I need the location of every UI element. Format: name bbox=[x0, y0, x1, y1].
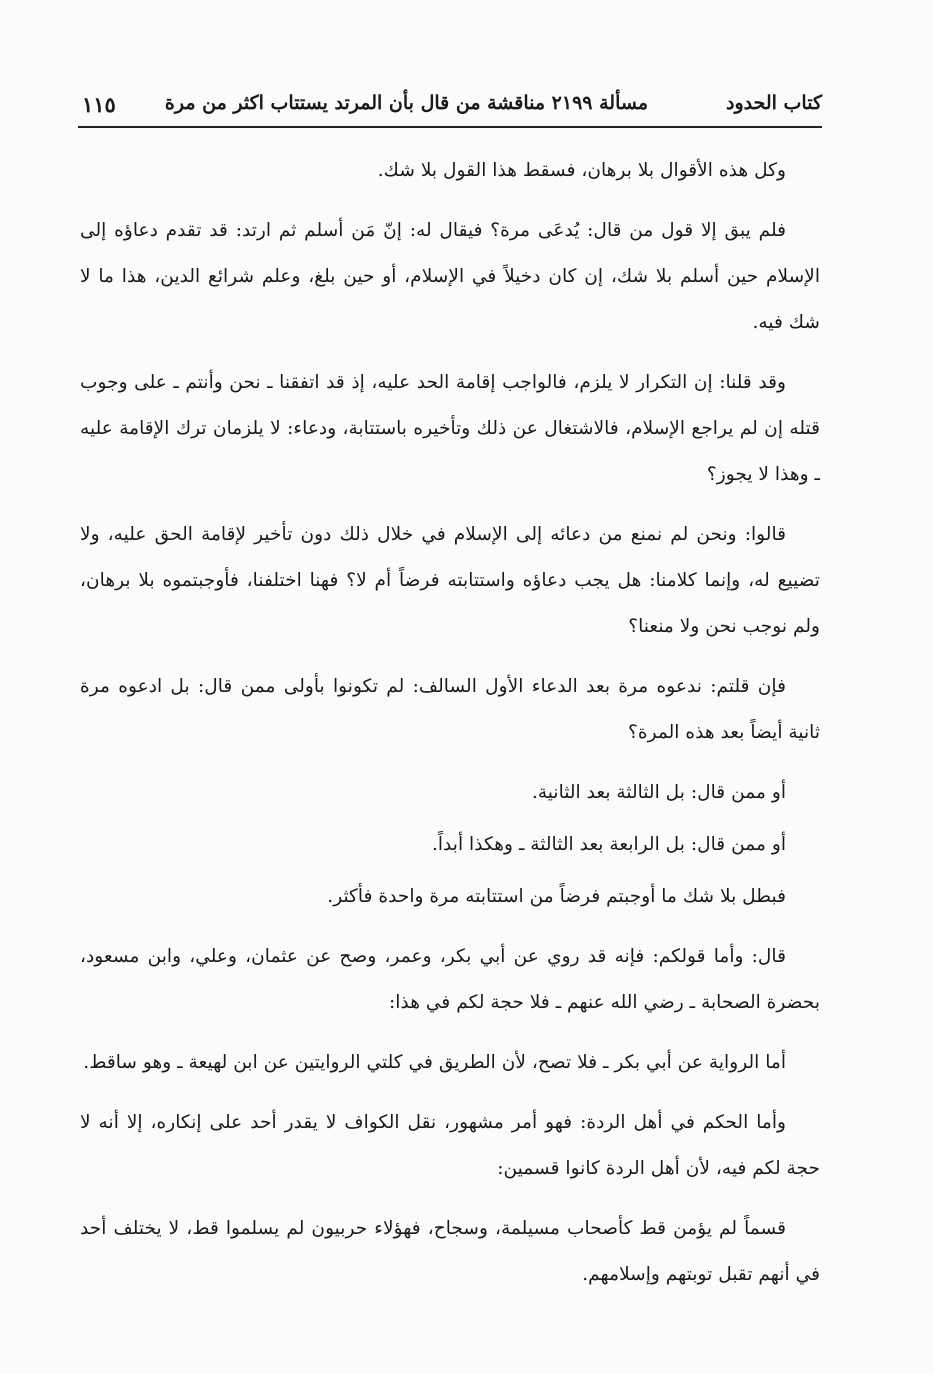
book-title: كتاب الحدود bbox=[725, 92, 822, 114]
paragraph: فبطل بلا شك ما أوجبتم فرضاً من استتابته مرة واحدة فأكثر. bbox=[327, 886, 786, 907]
issue-title: مسألة ٢١٩٩ مناقشة من قال بأن المرتد يستتاب اكثر من مرة bbox=[164, 92, 648, 114]
running-header bbox=[78, 86, 822, 122]
paragraph: فلم يبق إلا قول من قال: يُدعَى مرة؟ فيقال له: إنّ مَن أسلم ثم ارتد: قد تقدم دعاؤه إلى الإسلام حين أسلم بلا شك، إن كان دخيلاً في الإسلام، أو حين بلغ، وعلم شرائع الدين، هذا ما لا شك فيه. bbox=[80, 220, 820, 333]
body-text bbox=[80, 148, 820, 1312]
paragraph: أو ممن قال: بل الرابعة بعد الثالثة ـ وهكذا أبداً. bbox=[431, 834, 786, 855]
paragraph: وقد قلنا: إن التكرار لا يلزم، فالواجب إقامة الحد عليه، إذ قد اتفقنا ـ نحن وأنتم ـ على وجوب قتله إن لم يراجع الإسلام، فالاشتغال عن ذلك وتأخيره باستتابة، ودعاء: لا يلزمان ترك الإقامة عليه ـ وهذا لا يجوز؟ bbox=[80, 372, 820, 485]
paragraph: قالوا: ونحن لم نمنع من دعائه إلى الإسلام في خلال ذلك دون تأخير لإقامة الحق عليه، ولا تضييع له، وإنما كلامنا: هل يجب دعاؤه واستتابته فرضاً أم لا؟ فهنا اختلفنا، فأوجبتموه بلا برهان، ولم نوجب نحن ولا منعنا؟ bbox=[80, 524, 820, 637]
paragraph: قسماً لم يؤمن قط كأصحاب مسيلمة، وسجاح، فهؤلاء حربيون لم يسلموا قط، لا يختلف أحد في أنهم تقبل توبتهم وإسلامهم. bbox=[80, 1218, 820, 1285]
paragraph: وكل هذه الأقوال بلا برهان، فسقط هذا القول بلا شك. bbox=[377, 160, 786, 181]
page-number: ١١٥ bbox=[82, 92, 116, 117]
paragraph: وأما الحكم في أهل الردة: فهو أمر مشهور، نقل الكواف لا يقدر أحد على إنكاره، إلا أنه لا حجة لكم فيه، لأن أهل الردة كانوا قسمين: bbox=[80, 1112, 820, 1179]
paragraph: أو ممن قال: بل الثالثة بعد الثانية. bbox=[531, 782, 786, 803]
paragraph: قال: وأما قولكم: فإنه قد روي عن أبي بكر، وعمر، وصح عن عثمان، وعلي، وابن مسعود، بحضرة الصحابة ـ رضي الله عنهم ـ فلا حجة لكم في هذا: bbox=[80, 946, 820, 1013]
paragraph: فإن قلتم: ندعوه مرة بعد الدعاء الأول السالف: لم تكونوا بأولى ممن قال: بل ادعوه مرة ثانية أيضاً بعد هذه المرة؟ bbox=[80, 676, 820, 743]
paragraph: أما الرواية عن أبي بكر ـ فلا تصح، لأن الطريق في كلتي الروايتين عن ابن لهيعة ـ وهو ساقط. bbox=[83, 1052, 786, 1073]
header-rule bbox=[78, 126, 822, 128]
